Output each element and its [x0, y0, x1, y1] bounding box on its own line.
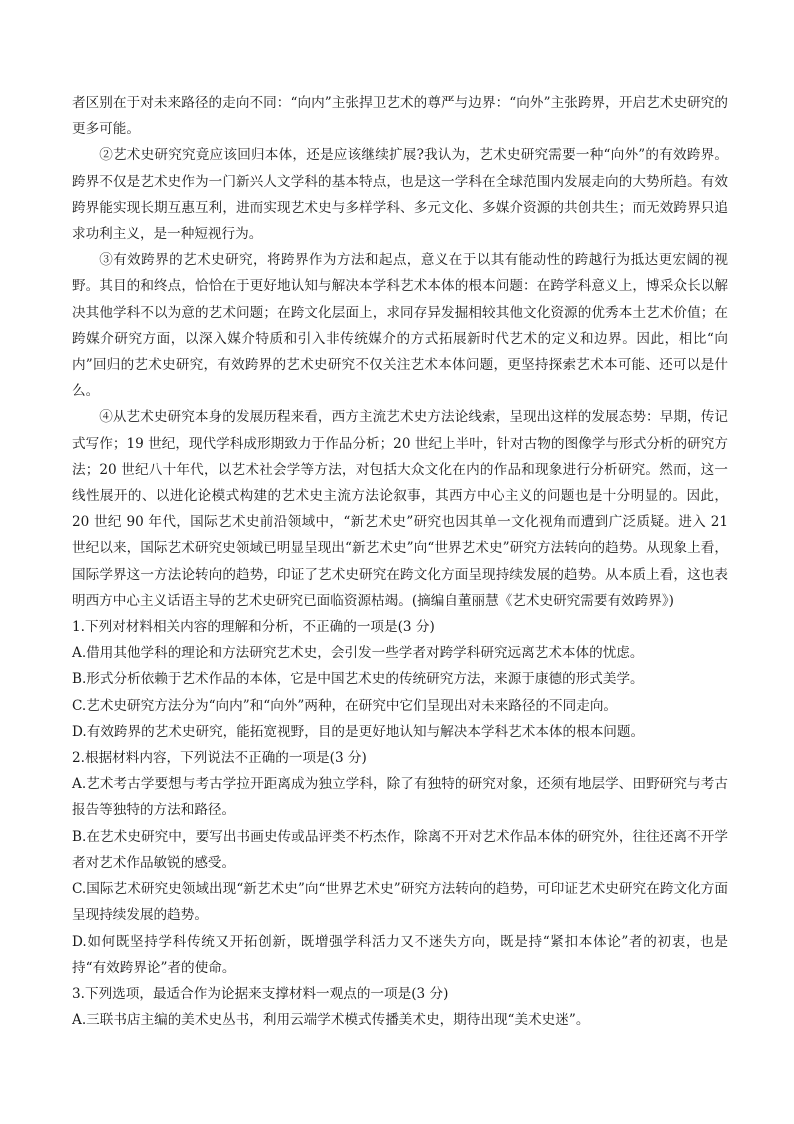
question-2-option-b: B.在艺术史研究中，要写出书画史传或品评类不朽杰作，除离不开对艺术作品本体的研究外，往往还离不开学者对艺术作品敏锐的感受。 — [72, 828, 728, 871]
question-1-option-d: D.有效跨界的艺术史研究，能拓宽视野，目的是更好地认知与解决本学科艺术本体的根本问题。 — [72, 723, 645, 740]
passage-paragraph-2: ②艺术史研究究竟应该回归本体，还是应该继续扩展?我认为，艺术史研究需要一种“向外”的有效跨界。跨界不仅是艺术史作为一门新兴人文学科的基本特点，也是这一学科在全球范围内发展走向的大势所趋。有效跨界能实现长期互惠互利，进而实现艺术史与多样学科、多元文化、多媒介资源的共创共生；而无效跨界只追求功利主义，是一种短视行为。 — [72, 147, 728, 243]
question-2-option-a: A.艺术考古学要想与考古学拉开距离成为独立学科，除了有独特的研究对象，还须有地层学、田野研究与考古报告等独特的方法和路径。 — [72, 776, 728, 819]
question-1-option-b: B.形式分析依赖于艺术作品的本体，它是中国艺术史的传统研究方法，来源于康德的形式美学。 — [72, 671, 644, 688]
question-2-stem: 2.根据材料内容，下列说法不正确的一项是(3 分) — [72, 750, 367, 767]
exam-page — [72, 90, 728, 1033]
question-2-option-c: C.国际艺术研究史领域出现“新艺术史”向“世界艺术史”研究方法转向的趋势，可印证艺术史研究在跨文化方面呈现持续发展的趋势。 — [72, 881, 728, 924]
question-2-option-d: D.如何既坚持学科传统又开拓创新，既增强学科活力又不迷失方向，既是持“紧扣本体论”者的初衷，也是持“有效跨界论”者的使命。 — [72, 933, 728, 976]
question-1-stem: 1.下列对材料相关内容的理解和分析，不正确的一项是(3 分) — [72, 619, 435, 636]
passage-paragraph-continued: 者区别在于对未来路径的走向不同：“向内”主张捍卫艺术的尊严与边界：“向外”主张跨界，开启艺术史研究的更多可能。 — [72, 95, 728, 138]
question-1-option-c: C.艺术史研究方法分为“向内”和“向外”两种，在研究中它们呈现出对未来路径的不同走向。 — [72, 697, 618, 714]
question-3-stem: 3.下列选项，最适合作为论据来支撑材料一观点的一项是(3 分) — [72, 985, 449, 1002]
question-3-option-a: A.三联书店主编的美术史丛书，利用云端学术模式传播美术史，期待出现“美术史迷”。 — [72, 1012, 590, 1029]
passage-paragraph-3: ③有效跨界的艺术史研究，将跨界作为方法和起点，意义在于以其有能动性的跨越行为抵达更宏阔的视野。其目的和终点，恰恰在于更好地认知与解决本学科艺术本体的根本问题：在跨学科意义上，博采众长以解决其他学科不以为意的艺术问题；在跨文化层面上，求同存异发掘相较其他文化资源的优秀本土艺术价值；在跨媒介研究方面，以深入媒介特质和引入非传统媒介的方式拓展新时代艺术的定义和边界。因此，相比“向内”回归的艺术史研究，有效跨界的艺术史研究不仅关注艺术本体问题，更坚持探索艺术本可能、还可以是什么。 — [72, 252, 728, 400]
question-1-option-a: A.借用其他学科的理论和方法研究艺术史，会引发一些学者对跨学科研究远离艺术本体的忧虑。 — [72, 645, 644, 662]
question-2 — [72, 745, 728, 981]
question-1 — [72, 614, 728, 745]
passage-paragraph-4: ④从艺术史研究本身的发展历程来看，西方主流艺术史方法论线索，呈现出这样的发展态势：早期，传记式写作；19 世纪，现代学科成形期致力于作品分析；20 世纪上半叶，针对古物的图像学与形式分析的研究方法；20 世纪八十年代，以艺术社会学等方法，对包括大众文化在内的作品和现象进行分析研究。然而，这一线性展开的、以进化论模式构建的艺术史主流方法论叙事，其西方中心主义的问题也是十分明显的。因此，20 世纪 90 年代，国际艺术史前沿领域中，“新艺术史”研究也因其单一文化视角而遭到广泛质疑。进入 21 世纪以来，国际艺术研究史领域已明显呈现出“新艺术史”向“世界艺术史”研究方法转向的趋势。从现象上看，国际学界这一方法论转向的趋势，印证了艺术史研究在跨文化方面呈现持续发展的趋势。从本质上看，这也表明西方中心主义话语主导的艺术史研究已面临资源枯竭。(摘编自董丽慧《艺术史研究需要有效跨界》) — [72, 409, 728, 609]
question-3 — [72, 981, 728, 1033]
